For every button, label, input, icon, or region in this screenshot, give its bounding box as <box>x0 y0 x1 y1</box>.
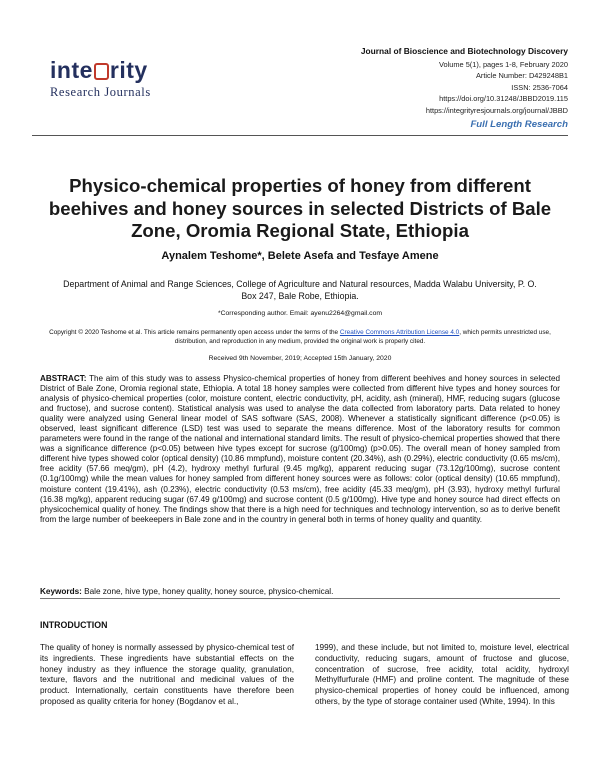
license-link[interactable]: Creative Commons Attribution License 4.0 <box>339 329 460 336</box>
publisher-logo <box>50 58 170 100</box>
issn: ISSN: 2536-7064 <box>511 82 568 92</box>
paper-title: Physico-chemical properties of honey from different beehives and honey sources in selected Districts of Bale Zone, Oromia Regional State, Ethiopia <box>48 175 552 241</box>
received-dates: Received 9th November, 2019; Accepted 15th January, 2020 <box>208 355 392 362</box>
section-heading-introduction: INTRODUCTION <box>40 620 108 630</box>
doi-link[interactable]: https://doi.org/10.31248/JBBD2019.115 <box>439 94 568 104</box>
copyright-text-end: , which permits unrestricted use, distribution, and reproduction in any medium, provided the original work is properly cited. <box>174 329 551 345</box>
header-divider <box>32 135 568 136</box>
corresponding-author: *Corresponding author. Email: ayenu2264@gmail.com <box>217 310 383 317</box>
abstract-label: ABSTRACT: <box>40 374 87 383</box>
journal-url[interactable]: https://integrityresjournals.org/journal/JBBD <box>425 105 568 115</box>
authors: Aynalem Teshome*, Belete Asefa and Tesfaye Amene <box>161 250 439 262</box>
affiliation: Department of Animal and Range Sciences, College of Agriculture and Natural resources, Madda Walabu University, P. O. Box 247, Bale Robe, Ethiopia. <box>63 279 537 301</box>
logo-subtitle: Research Journals <box>50 85 151 99</box>
intro-column-right: 1999), and these include, but not limited to, moisture level, electrical conductivity, reducing sugars, amount of fructose and glucose, concentration of sucrose, free acidity, total acidity, hydroxyl Methylfurfurale (HMF) and proline content. The magnitude of these physico-chemical properties of honey could be influenced, among others, by the type of storage container used (White, 1994). In this <box>315 643 569 706</box>
keywords-text: Bale zone, hive type, honey quality, honey source, physico-chemical. <box>84 587 334 596</box>
copyright-text: Copyright © 2020 Teshome et al. This article remains permanently open access under the terms of the <box>49 329 340 336</box>
journal-volume: Volume 5(1), pages 1-8, February 2020 <box>438 59 568 69</box>
keywords <box>40 587 560 596</box>
article-type: Full Length Research <box>470 119 568 130</box>
copyright-notice <box>36 328 564 346</box>
journal-title: Journal of Bioscience and Biotechnology Discovery <box>360 46 568 56</box>
logo-wordmark <box>50 58 170 82</box>
logo-word-a: inte <box>50 57 93 83</box>
keywords-divider <box>40 598 560 599</box>
keywords-label: Keywords: <box>40 587 82 596</box>
logo-g-mark <box>94 63 109 80</box>
article-number: Article Number: D429248B1 <box>475 71 568 81</box>
abstract <box>40 374 560 525</box>
logo-word-b: rity <box>109 57 148 83</box>
intro-column-left: The quality of honey is normally assessed by physico-chemical test of its ingredients. These ingredients have substantial effects on the honey industry as they influence the storage quality, granulation, texture, flavors and the nutritional and medicinal values of the product. Internationally, certain constituents have therefore been proposed as quality criteria for honey (Bogdanov et al., <box>40 643 294 706</box>
journal-info <box>361 46 568 117</box>
abstract-text: The aim of this study was to assess Physico-chemical properties of honey from different beehives and honey sources in selected District of Bale Zone, Oromia regional state, Ethiopia. A total 18 honey samples were collected from different hive types and honey sources for analysis of physico-chemical properties (color, moisture content, electric conductivity, pH, acidity, ash (mineral), HMF, reducing sugars (glucose and fructose), and sucrose content). Statistical analysis was used to analyse the data collected from laboratory parts. Data related to honey quality were analyzed using General linear model of SAS software (SAS, 2008). Whenever a statistically significant difference (p<0.05) is observed, least significant difference (LSD) test was used to separate the means difference. Most of the laboratory results for common parameters were found in the range of the national and international standard limits. The result of physico-chemical properties showed that there was a significance difference (p<0.05) between hive types except for sucrose (g/100mg) (p>0.05). The overall mean of honey sampled from different hive types showed color (optical density) (10.86 mmpfund), moisture content (20.34%), ash (0.29%), electric conductivity (0.65 ms/cm), free acidity (57.66 meq/gm), pH (4.2), hydroxy methyl furfural (9.45 mg/kg), apparent reducing sugar (73.12g/100mg), sucrose content (0.1g/100mg) while the mean values for honey sampled from different honey sources were as follows: color (optical density) (10.65 mmpfund), moisture content (19.41%), ash (0.23%), electric conductivity (0.53 ms/cm), free acidity (45.33 meq/gm), pH (3.93), hydroxy methyl furfural (16.38 mg/kg), apparent reducing sugar (67.49 g/100mg) and sucrose content (0.5 g/100mg). Hive type and honey source had direct effects on physicochemical quality of honey. The findings show that there is a high need for techniques and technology intervention, so as to derive benefit from the large number of beekeepers in Bale zone and in the country in general both in terms of honey quality and quantity. <box>40 374 560 524</box>
